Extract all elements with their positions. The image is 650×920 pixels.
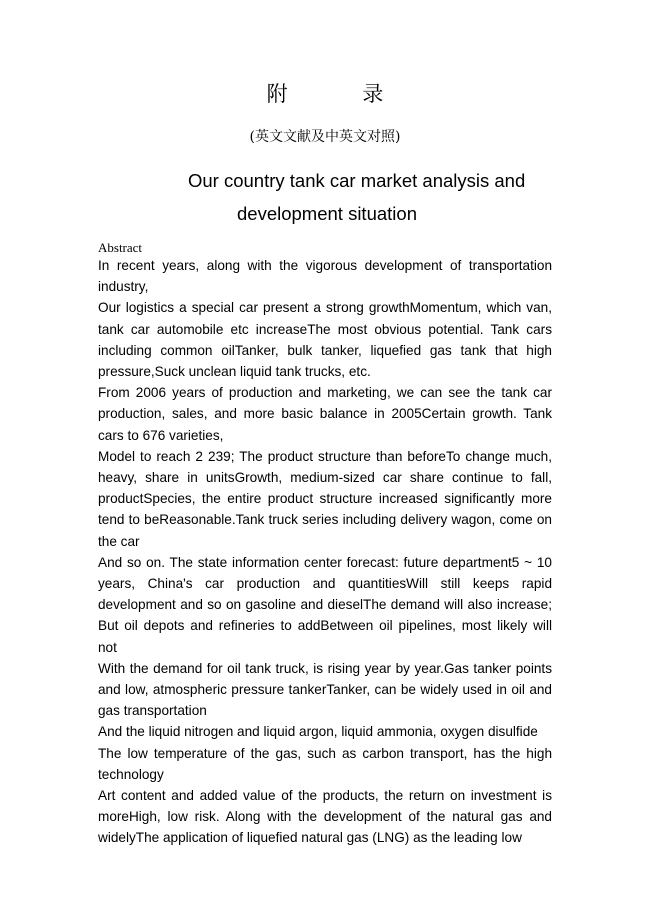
appendix-subtitle: (英文文献及中英文对照): [249, 129, 401, 145]
abstract-body: [98, 255, 552, 849]
appendix-title: 附 录: [266, 82, 418, 106]
paragraph: And so on. The state information center forecast: future department5 ~ 10 years, China's car production and quantitiesWill still keeps rapid development and so on gasoline and dieselThe demand will also increase; But oil depots and refineries to addBetween oil pipelines, most likely will not: [98, 554, 552, 655]
article-title-line-2: development situation: [237, 203, 417, 224]
article-title-line-1: Our country tank car market analysis and: [188, 170, 526, 191]
paragraph: Model to reach 2 239; The product structure than beforeTo change much, heavy, share in unitsGrowth, medium-sized car share continue to fall, productSpecies, the entire product structure increased significantly more tend to beReasonable.Tank truck series including delivery wagon, come on the car: [98, 448, 552, 549]
paragraph: In recent years, along with the vigorous development of transportation industry,: [98, 258, 552, 295]
paragraph: From 2006 years of production and marketing, we can see the tank car production, sales, and more basic balance in 2005Certain growth. Tank cars to 676 varieties,: [98, 385, 552, 443]
paragraph: With the demand for oil tank truck, is rising year by year.Gas tanker points and low, atmospheric pressure tankerTanker, can be widely used in oil and gas transportation: [98, 660, 552, 719]
paragraph: The low temperature of the gas, such as carbon transport, has the high technology: [98, 745, 552, 782]
paragraph: And the liquid nitrogen and liquid argon, liquid ammonia, oxygen disulfide: [98, 724, 538, 740]
abstract-label: Abstract: [98, 240, 143, 255]
paragraph: Our logistics a special car present a strong growthMomentum, which van, tank car automobile etc increaseThe most obvious potential. Tank cars including common oilTanker, bulk tanker, liquefied gas tank that high pressure,Suck unclean liquid tank trucks, etc.: [98, 300, 552, 380]
paragraph: Art content and added value of the products, the return on investment is moreHigh, low risk. Along with the development of the natural gas and widelyThe application of liquefied natural gas (LNG) as the leading low: [98, 788, 552, 846]
